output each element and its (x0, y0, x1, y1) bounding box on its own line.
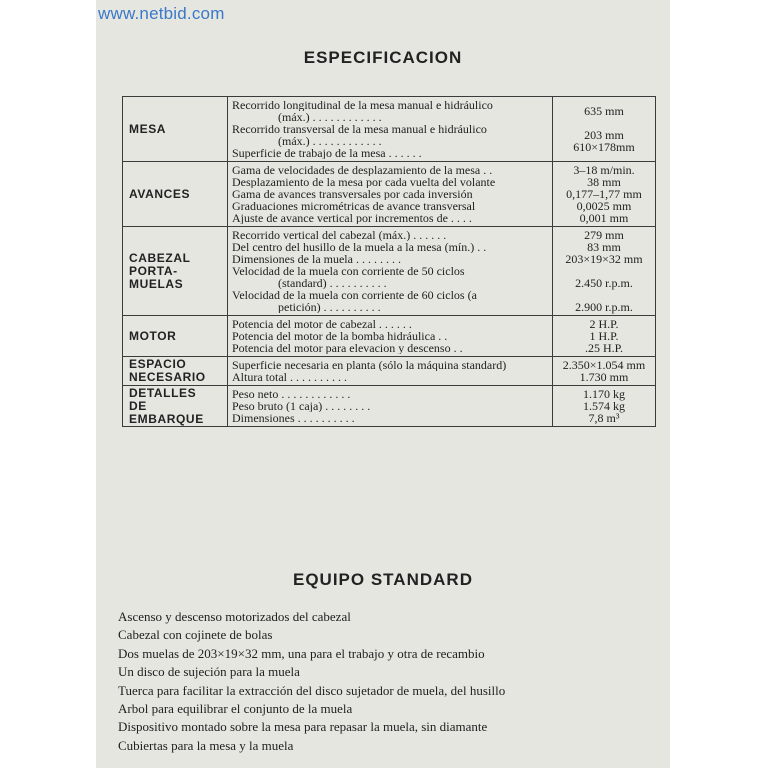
spec-value: 7,8 m³ (588, 411, 620, 425)
spec-description-line: Velocidad de la muela con corriente de 60 ciclos (a (232, 289, 477, 301)
spec-descriptions (228, 386, 553, 427)
spec-value: 3–18 m/min. (573, 163, 635, 177)
spec-row (123, 227, 656, 316)
spec-value: 203 mm (584, 128, 624, 142)
equipo-item: Ascenso y descenso motorizados del cabezal (118, 609, 351, 624)
spec-value: .25 H.P. (584, 341, 623, 355)
spec-description-line: Velocidad de la muela con corriente de 50 ciclos (232, 265, 465, 277)
spec-values (553, 357, 656, 386)
spec-values (553, 97, 656, 162)
spec-value: 0,001 mm (579, 211, 629, 225)
spec-description-line: Superficie de trabajo de la mesa . . . . . . (232, 147, 422, 159)
spec-description-line: Dimensiones de la muela . . . . . . . . (232, 253, 401, 265)
spec-category-label: MOTOR (129, 328, 177, 343)
spec-values (553, 316, 656, 357)
spec-description-line: Recorrido vertical del cabezal (máx.) . . . . . . (232, 229, 447, 241)
spec-description-line: (máx.) . . . . . . . . . . . . (278, 111, 382, 123)
spec-description-line: Graduaciones micrométricas de avance transversal (232, 200, 476, 212)
spec-value: 2 H.P. (589, 317, 619, 331)
spec-table (122, 96, 656, 427)
spec-category (123, 227, 228, 316)
spec-description-line: Potencia del motor para elevacion y descenso . . (232, 342, 463, 354)
equipo-item: Tuerca para facilitar la extracción del disco sujetador de muela, del husillo (118, 682, 506, 698)
spec-description-line: Potencia del motor de cabezal . . . . . . (232, 318, 412, 330)
equipo-item: Dispositivo montado sobre la mesa para repasar la muela, sin diamante (118, 719, 488, 735)
spec-category-label: ESPACIO (129, 357, 187, 371)
spec-category (123, 162, 228, 227)
spec-value: 279 mm (584, 228, 624, 242)
spec-row (123, 316, 656, 357)
spec-value: 1 H.P. (589, 329, 619, 343)
spec-category-label: EMBARQUE (129, 411, 204, 426)
spec-category (123, 97, 228, 162)
spec-description-line: Dimensiones . . . . . . . . . . (232, 412, 355, 424)
spec-description-line: (standard) . . . . . . . . . . (278, 277, 387, 289)
equipo-list (118, 608, 658, 755)
spec-value: 203×19×32 mm (565, 252, 643, 266)
spec-category-label: MESA (129, 121, 167, 136)
right-margin (670, 0, 768, 768)
spec-value: 610×178mm (573, 140, 635, 154)
spec-value: 635 mm (584, 104, 624, 118)
spec-description-line: Recorrido transversal de la mesa manual e hidráulico (232, 123, 487, 135)
spec-category-label: DE (129, 398, 147, 413)
spec-description-line: Peso neto . . . . . . . . . . . . (232, 388, 351, 400)
spec-value: 1.170 kg (583, 387, 625, 401)
spec-category (123, 357, 228, 386)
spec-category (123, 316, 228, 357)
spec-descriptions (228, 162, 553, 227)
spec-description-line: Gama de avances transversales por cada inversión (232, 188, 473, 200)
spec-description-line: Altura total . . . . . . . . . . (232, 371, 347, 383)
spec-category-label: MUELAS (129, 276, 184, 291)
spec-values (553, 386, 656, 427)
equipo-item: Dos muelas de 203×19×32 mm, una para el trabajo y otra de recambio (118, 645, 485, 661)
spec-value: 1.730 mm (579, 370, 629, 384)
spec-category-label: DETALLES (129, 385, 197, 400)
spec-category-label: AVANCES (129, 186, 191, 201)
spec-category-label: PORTA- (129, 263, 178, 278)
equipo-title: EQUIPO STANDARD (293, 570, 473, 589)
spec-value: 2.350×1.054 mm (562, 358, 646, 372)
equipo-item: Cabezal con cojinete de bolas (118, 627, 273, 643)
spec-row (123, 386, 656, 427)
spec-descriptions (228, 316, 553, 357)
spec-table-body (123, 97, 656, 427)
equipo-item: Cubiertas para la mesa y la muela (118, 737, 294, 753)
spec-descriptions (228, 97, 553, 162)
spec-description-line: Potencia del motor de la bomba hidráulica . . (232, 330, 448, 342)
spec-description-line: (máx.) . . . . . . . . . . . . (278, 135, 382, 147)
left-margin (0, 0, 96, 768)
spec-value: 0,177–1,77 mm (566, 187, 642, 201)
spec-description-line: Desplazamiento de la mesa por cada vuelta del volante (232, 176, 496, 188)
spec-description-line: Ajuste de avance vertical por incrementos de . . . . (232, 212, 472, 224)
spec-values (553, 162, 656, 227)
spec-category (123, 386, 228, 427)
spec-description-line: Recorrido longitudinal de la mesa manual e hidráulico (232, 99, 493, 111)
spec-category-label: CABEZAL (129, 250, 191, 265)
equipo-item: Un disco de sujeción para la muela (118, 664, 300, 680)
spec-descriptions (228, 357, 553, 386)
spec-row (123, 357, 656, 386)
page-title: ESPECIFICACION (303, 48, 463, 67)
spec-value: 1.574 kg (583, 399, 625, 413)
spec-description-line: Superficie necesaria en planta (sólo la máquina standard) (232, 359, 507, 371)
spec-row (123, 97, 656, 162)
spec-description-line: petición) . . . . . . . . . . (278, 301, 381, 313)
spec-description-line: Peso bruto (1 caja) . . . . . . . . (232, 400, 371, 412)
spec-value: 2.900 r.p.m. (575, 300, 633, 314)
spec-descriptions (228, 227, 553, 316)
spec-category-label: NECESARIO (129, 370, 206, 384)
equipo-item: Arbol para equilibrar el conjunto de la muela (118, 701, 353, 717)
spec-description-line: Del centro del husillo de la muela a la mesa (mín.) . . (232, 241, 487, 253)
watermark-text: www.netbid.com (98, 4, 225, 23)
spec-value: 83 mm (587, 240, 621, 254)
spec-description-line: Gama de velocidades de desplazamiento de la mesa . . (232, 164, 493, 176)
spec-row (123, 162, 656, 227)
spec-values (553, 227, 656, 316)
spec-value: 0,0025 mm (576, 199, 632, 213)
spec-value: 38 mm (587, 175, 621, 189)
spec-value: 2.450 r.p.m. (575, 276, 633, 290)
